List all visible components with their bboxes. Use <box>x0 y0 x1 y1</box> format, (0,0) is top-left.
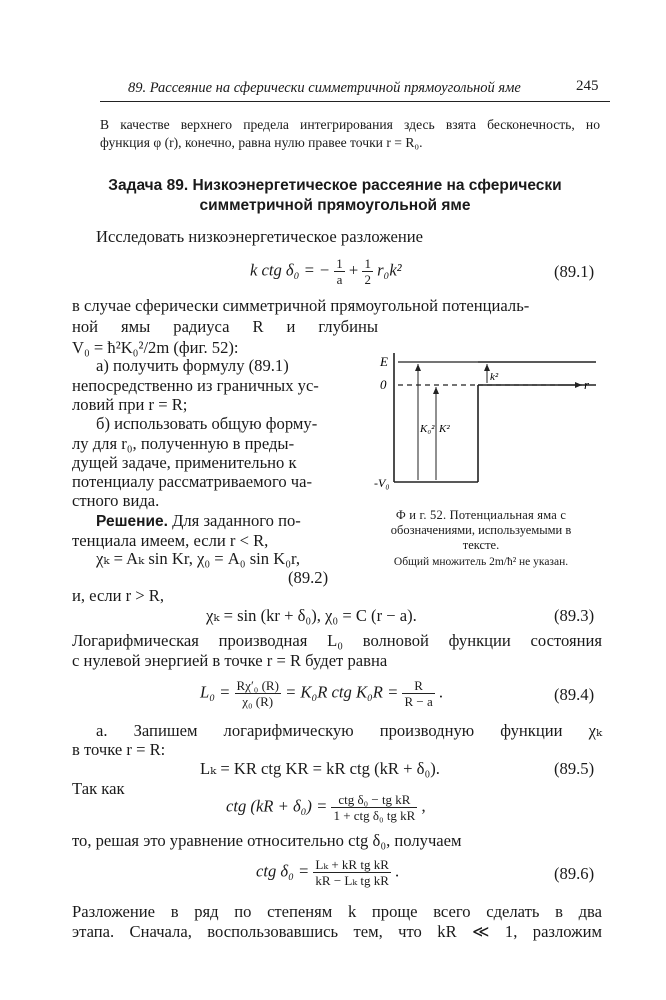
header-rule <box>100 101 610 102</box>
denominator: kR − Lₖ tg kR <box>315 873 389 888</box>
problem-line-5: непосредственно из граничных ус- <box>72 376 319 395</box>
equation-number-89-4: (89.4) <box>554 685 595 704</box>
denominator: 1 + ctg δ₀ tg kR <box>333 808 416 823</box>
fraction-1-over-a <box>334 256 345 287</box>
eq-89-4-lhs: L₀ = <box>200 682 231 702</box>
numerator: ctg δ₀ − tg kR <box>331 792 417 808</box>
eq-89-1-lhs: k ctg δ₀ = − <box>250 260 331 280</box>
label-K2: K² <box>439 423 450 435</box>
numerator: R <box>402 678 434 694</box>
plus-sign: + <box>348 260 359 280</box>
problem-line-10: потенциалу рассматриваемого ча- <box>72 472 313 491</box>
solution-line-1 <box>96 511 301 531</box>
problem-line-11: стного вида. <box>72 491 160 510</box>
solution-line-6: а. Запишем логарифмическую производную функции χₖ <box>96 721 602 740</box>
solution-line-4: Логарифмическая производная L₀ волновой функции состояния <box>72 631 602 650</box>
fraction-ctg-delta <box>313 857 390 888</box>
solution-line-10: Разложение в ряд по степеням k проще всего сделать в два <box>72 902 602 921</box>
denominator: R − a <box>404 694 433 709</box>
label-K02: K₀² <box>420 423 435 435</box>
eq-89-6-lhs: ctg δ₀ = <box>256 861 310 881</box>
equation-89-4 <box>200 678 443 709</box>
figure-caption-line-1: Ф и г. 52. Потенциальная яма с <box>395 508 567 522</box>
equation-ctg-sum <box>226 792 426 823</box>
eq-ctg-lhs: ctg (kR + δ₀) = <box>226 796 328 816</box>
problem-title-line-2: симметричной прямоугольной яме <box>199 197 471 214</box>
equation-number-89-5: (89.5) <box>554 759 595 778</box>
equation-89-5: Lₖ = KR ctg KR = kR ctg (kR + δ₀). <box>200 759 440 778</box>
equation-89-3: χₖ = sin (kr + δ₀), χ₀ = C (r − a). <box>206 606 417 625</box>
label-V0: -V₀ <box>374 476 390 490</box>
figure-caption-line-4: Общий множитель 2m/ħ² не указан. <box>393 556 569 568</box>
solution-line-8: Так как <box>72 779 125 798</box>
solution-line-5: с нулевой энергией в точке r = R будет равна <box>72 651 388 670</box>
problem-line-3: V₀ = ħ²K₀²/2m (фиг. 52): <box>72 338 239 357</box>
numerator: 1 <box>336 256 343 271</box>
problem-statement: Исследовать низкоэнергетическое разложение <box>96 227 424 246</box>
potential-well-figure <box>372 340 602 500</box>
fraction-ctg-sum <box>331 792 417 823</box>
denominator: a <box>336 272 343 287</box>
problem-line-1: в случае сферически симметричной прямоугольной потенциаль- <box>72 296 530 315</box>
problem-line-8: лу для r₀, полученную в преды- <box>72 434 295 453</box>
problem-line-6: ловий при r = R; <box>72 395 188 414</box>
problem-line-9: дущей задаче, применительно к <box>72 453 297 472</box>
solution-heading: Решение. <box>96 513 168 530</box>
period: . <box>438 682 444 702</box>
equation-number-89-6: (89.6) <box>554 864 595 883</box>
problem-title-line-1: Задача 89. Низкоэнергетическое рассеяние на сферически <box>108 177 562 194</box>
denominator: χ₀ (R) <box>242 694 274 709</box>
solution-line-9: то, решая это уравнение относительно ctg δ₀, получаем <box>72 831 462 850</box>
equation-89-6 <box>256 857 399 888</box>
comma: , <box>421 796 426 816</box>
label-k2: k² <box>490 371 499 383</box>
equation-number-89-1: (89.1) <box>554 262 595 281</box>
solution-line-11: этапа. Сначала, воспользовавшись тем, что kR ≪ 1, разложим <box>72 922 602 941</box>
problem-line-4: а) получить формулу (89.1) <box>96 356 289 375</box>
equation-89-2: χₖ = Aₖ sin Kr, χ₀ = A₀ sin K₀r, <box>96 549 301 568</box>
eq-89-4-mid: = K₀R ctg K₀R = <box>285 682 399 702</box>
intro-line-1: В качестве верхнего предела интегрирования здесь взята бесконечность, но <box>100 117 600 132</box>
numerator: 1 <box>364 256 371 271</box>
label-E: E <box>380 354 388 369</box>
problem-line-2: ной ямы радиуса R и глубины <box>72 317 378 336</box>
solution-line-7: в точке r = R: <box>72 740 166 759</box>
figure-caption-line-2: обозначениями, используемыми в <box>390 523 572 537</box>
page-number: 245 <box>576 78 599 94</box>
eq-89-1-rest: r₀k² <box>377 260 402 280</box>
solution-line-1-text: Для заданного по- <box>167 511 301 530</box>
equation-number-89-3: (89.3) <box>554 606 595 625</box>
problem-line-7: б) использовать общую форму- <box>96 414 318 433</box>
equation-89-1 <box>250 256 402 287</box>
label-r: r <box>584 377 590 392</box>
running-title: 89. Рассеяние на сферически симметричной прямоугольной яме <box>128 80 521 96</box>
solution-line-2: тенциала имеем, если r < R, <box>72 531 269 550</box>
numerator: Lₖ + kR tg kR <box>315 857 389 872</box>
fraction-R-over-R-minus-a <box>402 678 434 709</box>
numerator: Rχ′₀ (R) <box>236 678 279 693</box>
intro-line-2: функция φ (r), конечно, равна нулю правее точки r = R₀. <box>100 135 423 150</box>
fraction-1-over-2 <box>362 256 373 287</box>
label-zero: 0 <box>380 377 387 392</box>
figure-caption-line-3: тексте. <box>462 538 500 552</box>
equation-number-89-2: (89.2) <box>288 568 329 587</box>
solution-line-3: и, если r > R, <box>72 586 165 605</box>
denominator: 2 <box>364 272 371 287</box>
fraction-log-derivative <box>235 678 281 709</box>
period: . <box>395 861 400 881</box>
